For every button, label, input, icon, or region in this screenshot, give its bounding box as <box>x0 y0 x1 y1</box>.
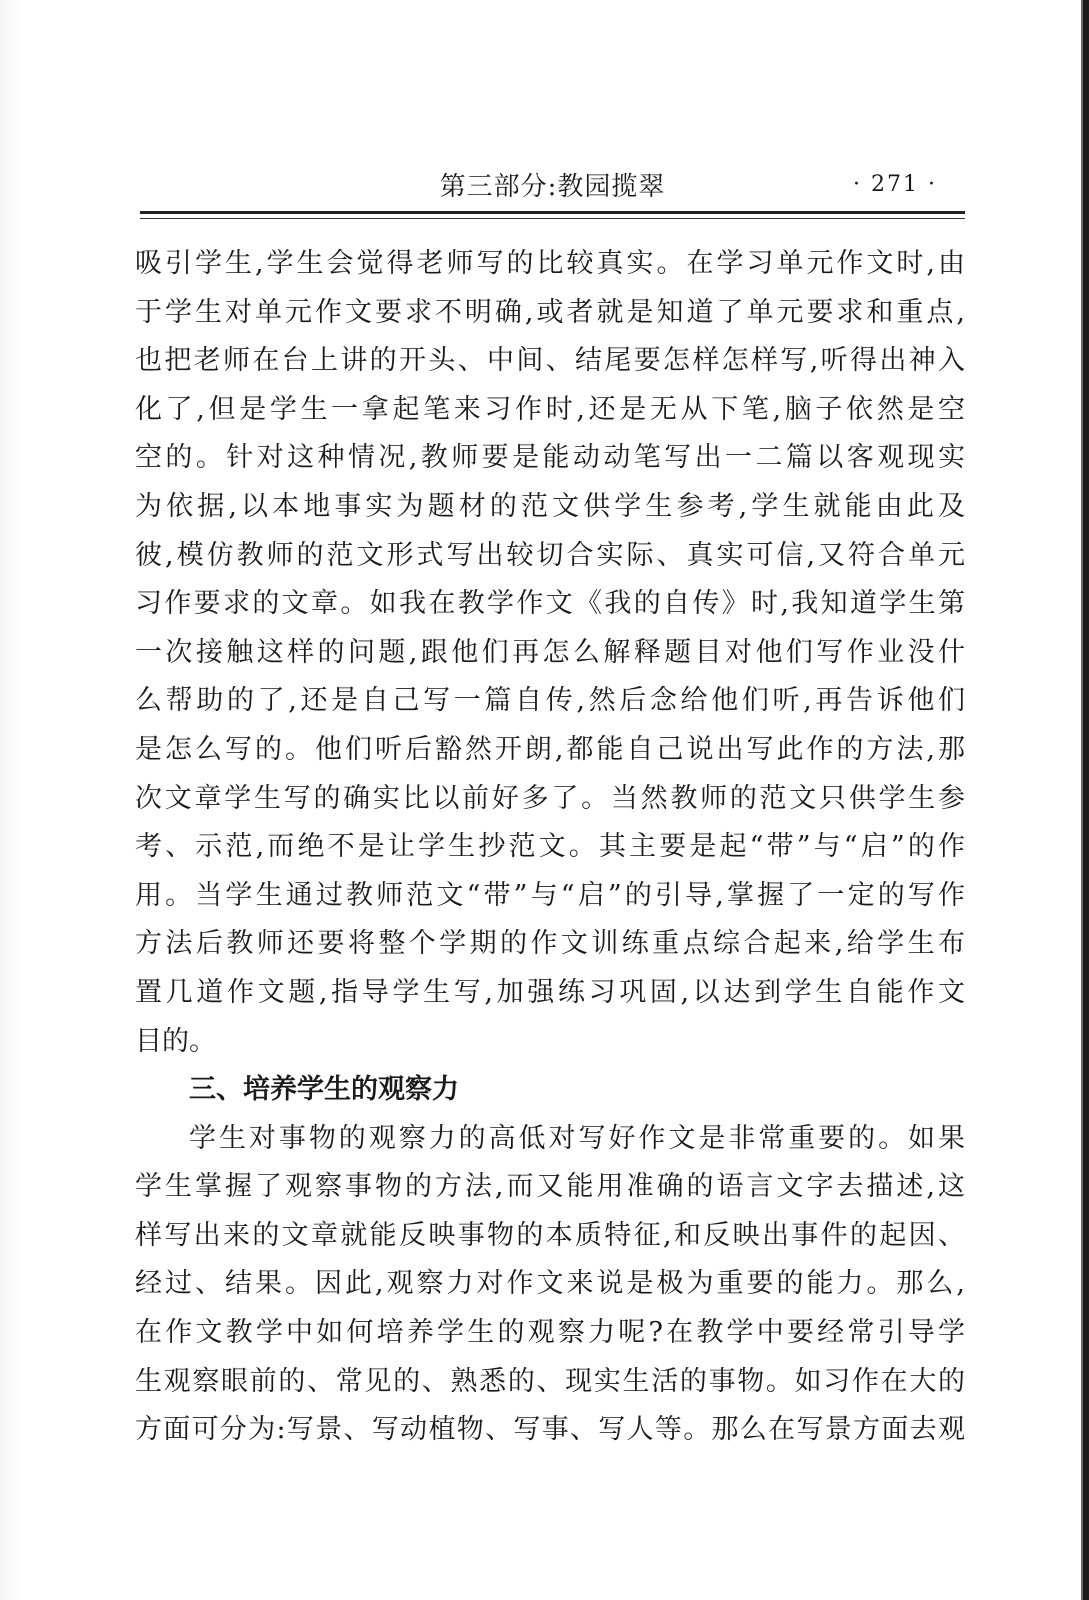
text-line: 学生对事物的观察力的高低对写好作文是非常重要的。如果 <box>189 1122 965 1154</box>
text-line: 么帮助的了,还是自己写一篇自传,然后念给他们听,再告诉他们 <box>135 685 965 717</box>
header-rule-thick <box>140 211 965 214</box>
running-header-title: 第三部分:教园揽翠 <box>439 172 666 202</box>
text-line: 习作要求的文章。如我在教学作文《我的自传》时,我知道学生第 <box>135 588 965 620</box>
text-line: 吸引学生,学生会觉得老师写的比较真实。在学习单元作文时,由 <box>135 248 965 279</box>
text-line: 在作文教学中如何培养学生的观察力呢?在教学中要经常引导学 <box>135 1317 965 1349</box>
text-line: 考、示范,而绝不是让学生抄范文。其主要是起“带”与“启”的作 <box>135 831 965 863</box>
text-line: 方面可分为:写景、写动植物、写事、写人等。那么在写景方面去观 <box>135 1414 965 1446</box>
text-line: 目的。 <box>135 1025 216 1057</box>
text-line: 也把老师在台上讲的开头、中间、结尾要怎样怎样写,听得出神入 <box>135 345 965 377</box>
text-line: 学生掌握了观察事物的方法,而又能用准确的语言文字去描述,这 <box>135 1171 965 1203</box>
text-line: 生观察眼前的、常见的、熟悉的、现实生活的事物。如习作在大的 <box>135 1365 965 1397</box>
text-line: 一次接触这样的问题,跟他们再怎么解释题目对他们写作业没什 <box>135 636 965 668</box>
scan-shadow-right <box>1075 0 1089 1600</box>
body-text <box>135 240 965 1455</box>
page-number: · 271 · <box>853 172 937 197</box>
section-heading: 三、培养学生的观察力 <box>189 1074 459 1106</box>
text-line: 用。当学生通过教师范文“带”与“启”的引导,掌握了一定的写作 <box>135 879 965 911</box>
text-line: 于学生对单元作文要求不明确,或者就是知道了单元要求和重点, <box>135 296 965 328</box>
paragraph-1 <box>135 240 965 1066</box>
header-rule-thin <box>140 218 965 219</box>
text-line: 经过、结果。因此,观察力对作文来说是极为重要的能力。那么, <box>135 1268 965 1300</box>
text-line: 次文章学生写的确实比以前好多了。当然教师的范文只供学生参 <box>135 782 965 814</box>
scan-shadow-left <box>0 0 22 1600</box>
paragraph-2 <box>135 1115 965 1455</box>
text-line: 空的。针对这种情况,教师要是能动动笔写出一二篇以客观现实 <box>135 442 965 474</box>
text-line: 置几道作文题,指导学生写,加强练习巩固,以达到学生自能作文 <box>135 976 965 1008</box>
text-line: 方法后教师还要将整个学期的作文训练重点综合起来,给学生布 <box>135 928 965 960</box>
text-line: 样写出来的文章就能反映事物的本质特征,和反映出事件的起因、 <box>135 1219 965 1251</box>
text-line: 为依据,以本地事实为题材的范文供学生参考,学生就能由此及 <box>135 490 965 522</box>
text-line: 彼,模仿教师的范文形式写出较切合实际、真实可信,又符合单元 <box>135 539 965 571</box>
running-header <box>140 164 965 208</box>
text-line: 是怎么写的。他们听后豁然开朗,都能自己说出写此作的方法,那 <box>135 733 965 765</box>
text-line: 化了,但是学生一拿起笔来习作时,还是无从下笔,脑子依然是空 <box>135 393 965 425</box>
